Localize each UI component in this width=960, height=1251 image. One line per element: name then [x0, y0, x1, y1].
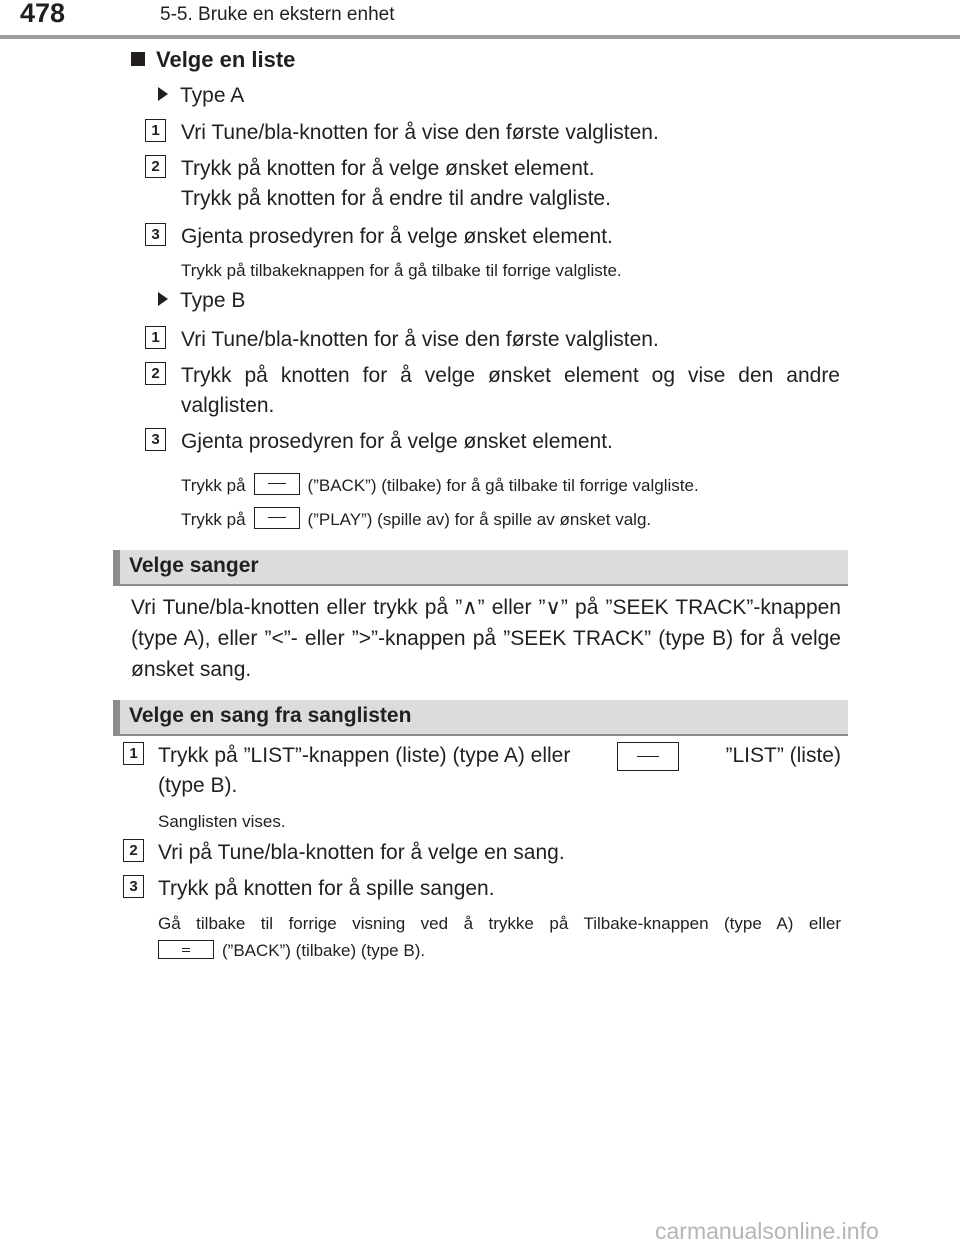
step-number-badge: 2	[145, 362, 166, 385]
step-note: Gå tilbake til forrige visning ved å trykke på Tilbake-knappen (type A) eller	[158, 914, 841, 933]
back-button-icon	[158, 940, 214, 959]
step-number-badge: 1	[145, 119, 166, 142]
triangle-bullet-icon	[158, 87, 168, 101]
songs-paragraph: Vri Tune/bla-knotten eller trykk på ”∧” eller ”∨” på ”SEEK TRACK”-knappen (type A), eller ”<”- eller ”>”-knappen på ”SEEK TRACK” (type B) for å velge ønsket sang.	[131, 596, 841, 681]
step-text: Trykk på knotten for å velge ønsket element og vise den andre	[181, 364, 840, 387]
back-button-icon	[254, 473, 300, 495]
section-banner-select-songs	[113, 550, 848, 586]
step-number-badge: 2	[145, 155, 166, 178]
step-text: Trykk på knotten for å spille sangen.	[158, 877, 495, 900]
section-banner-song-list	[113, 700, 848, 736]
header-rule	[0, 35, 960, 39]
step-note: Trykk på (”BACK”) (tilbake) for å gå tilbake til forrige valgliste.	[181, 473, 699, 498]
step-note: (”BACK”) (tilbake) (type B).	[158, 939, 425, 963]
step-text: Trykk på knotten for å endre til andre valgliste.	[181, 187, 611, 210]
step-number-badge: 3	[123, 875, 144, 898]
watermark: carmanualsonline.info	[655, 1218, 879, 1244]
section-title: Velge sanger	[129, 554, 259, 577]
step-text: Vri Tune/bla-knotten for å vise den første valglisten.	[181, 121, 659, 144]
step-text: Vri Tune/bla-knotten for å vise den første valglisten.	[181, 328, 659, 351]
banner-accent	[113, 550, 120, 586]
step-note: Trykk på tilbakeknappen for å gå tilbake til forrige valgliste.	[181, 261, 622, 280]
step-text: Trykk på ”LIST”-knappen (liste) (type A) eller ”LIST” (liste)	[158, 741, 841, 771]
type-b-heading: Type B	[158, 289, 245, 313]
step-text: Gjenta prosedyren for å velge ønsket element.	[181, 225, 613, 248]
step-number-badge: 1	[145, 326, 166, 349]
play-button-icon	[254, 507, 300, 529]
type-a-heading: Type A	[158, 84, 244, 108]
step-number-badge: 3	[145, 223, 166, 246]
square-bullet-icon	[131, 52, 145, 66]
step-text: Trykk på knotten for å velge ønsket element.	[181, 157, 595, 180]
triangle-bullet-icon	[158, 292, 168, 306]
section-title: Velge en sang fra sanglisten	[129, 704, 412, 727]
chapter-title: 5-5. Bruke en ekstern enhet	[160, 4, 395, 25]
section-heading-select-list: Velge en liste	[131, 47, 295, 73]
page-number: 478	[20, 0, 66, 28]
step-text: valglisten.	[181, 394, 275, 417]
step-number-badge: 2	[123, 839, 144, 862]
list-button-icon	[617, 742, 679, 771]
banner-accent	[113, 700, 120, 736]
step-note: Trykk på (”PLAY”) (spille av) for å spille av ønsket valg.	[181, 507, 651, 532]
step-number-badge: 3	[145, 428, 166, 451]
step-text: Gjenta prosedyren for å velge ønsket element.	[181, 430, 613, 453]
step-text: Vri på Tune/bla-knotten for å velge en sang.	[158, 841, 565, 864]
step-number-badge: 1	[123, 742, 144, 765]
step-text: (type B).	[158, 774, 238, 797]
step-note: Sanglisten vises.	[158, 812, 286, 831]
